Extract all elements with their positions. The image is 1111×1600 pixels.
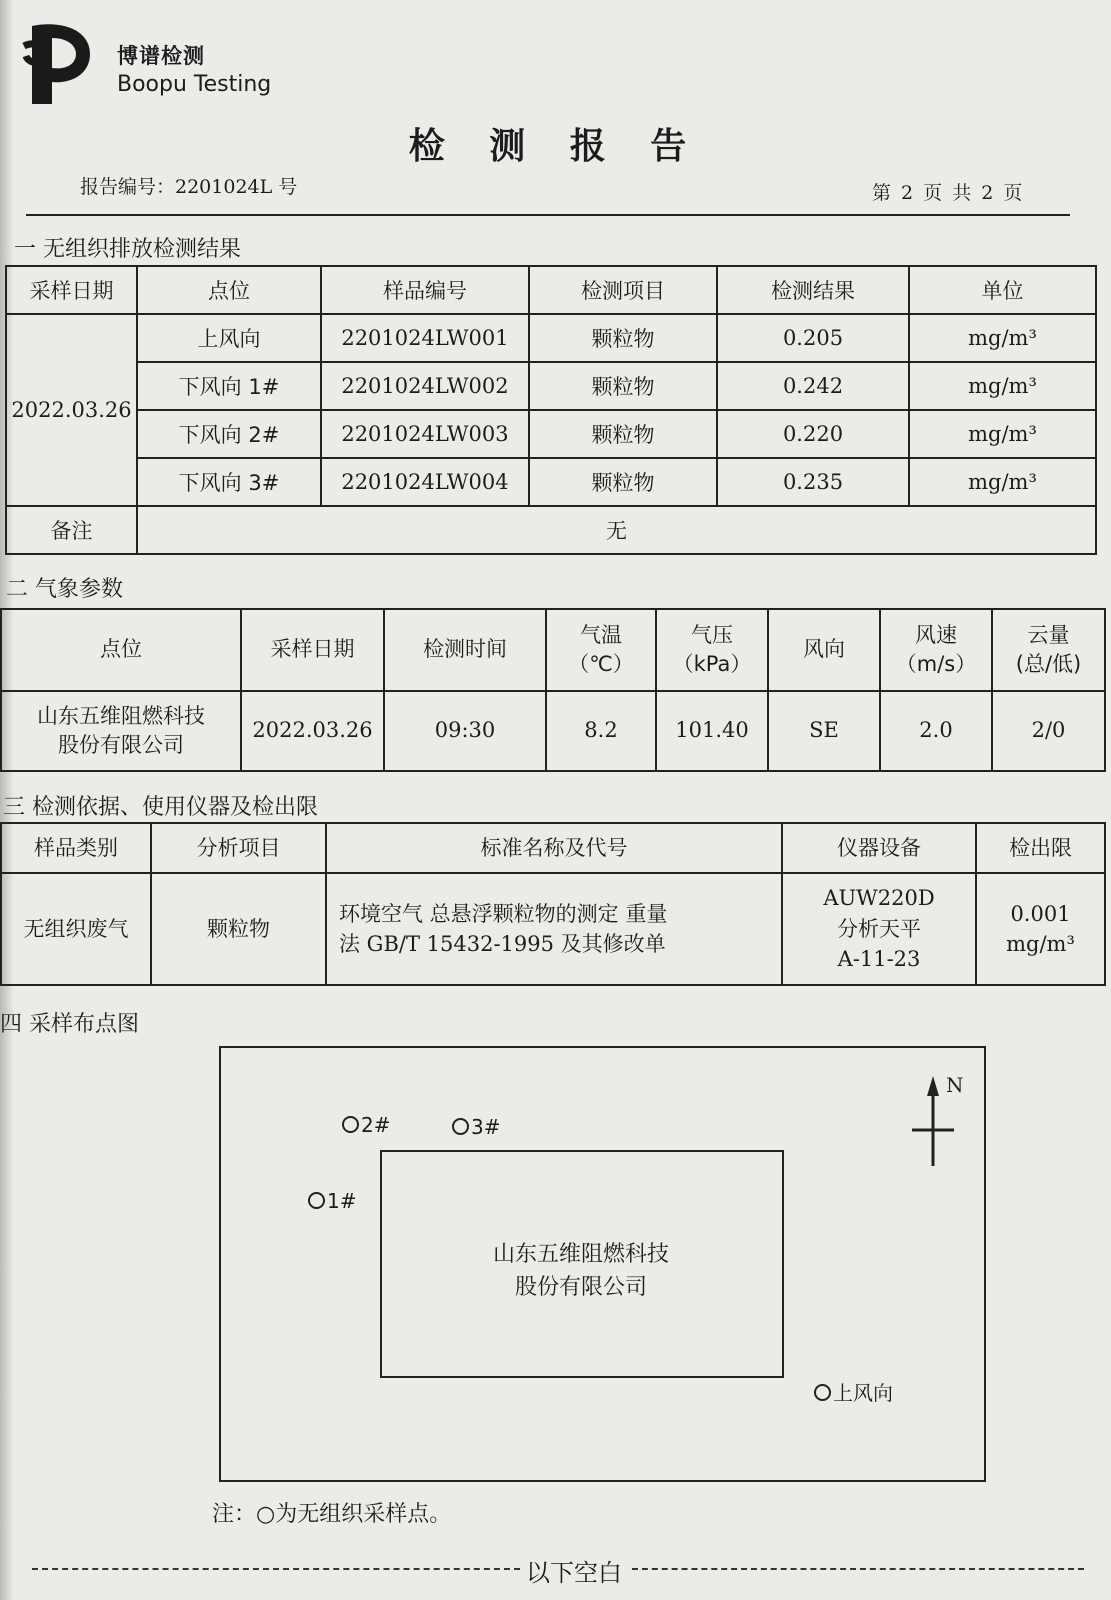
unit-cell: mg/m³ <box>909 362 1096 410</box>
sampling-point-1 <box>308 1189 356 1213</box>
standard-line1: 环境空气 总悬浮颗粒物的测定 重量 <box>339 901 668 926</box>
point-cell: 上风向 <box>137 314 321 362</box>
header-sampling-date: 采样日期 <box>6 266 137 314</box>
map-note: 注：○为无组织采样点。 <box>212 1502 452 1527</box>
table-row <box>1 873 1105 985</box>
point-cell: 下风向 2# <box>137 410 321 458</box>
logo-english-name: Boopu Testing <box>117 72 272 97</box>
table-row <box>6 314 1096 362</box>
header-detection-limit: 检出限 <box>976 823 1105 873</box>
result-cell: 0.242 <box>717 362 909 410</box>
header-standard: 标准名称及代号 <box>326 823 782 873</box>
header-wind-direction: 风向 <box>768 609 880 691</box>
cloud-cover-cell: 2/0 <box>992 691 1105 771</box>
unit-cell: mg/m³ <box>909 314 1096 362</box>
result-cell: 0.220 <box>717 410 909 458</box>
cloud-cover-label: 云量 <box>1027 622 1070 647</box>
sampling-date-cell: 2022.03.26 <box>6 314 137 506</box>
point-label: 3# <box>471 1115 501 1139</box>
point-cell: 下风向 1# <box>137 362 321 410</box>
table-row <box>6 410 1096 458</box>
header-sample-id: 样品编号 <box>321 266 529 314</box>
detection-limit-cell <box>976 873 1105 985</box>
temperature-label: 气温 <box>580 622 622 647</box>
header-instrument: 仪器设备 <box>782 823 976 873</box>
result-cell: 0.205 <box>717 314 909 362</box>
header-temperature <box>546 609 656 691</box>
wind-speed-unit: （m/s） <box>895 652 977 676</box>
header-divider <box>26 214 1070 216</box>
header-point: 点位 <box>1 609 241 691</box>
factory-name-line1: 山东五维阻燃科技 <box>492 1242 669 1267</box>
time-cell: 09:30 <box>384 691 546 771</box>
date-cell: 2022.03.26 <box>241 691 384 771</box>
remark-label: 备注 <box>6 506 137 554</box>
header-test-item: 检测项目 <box>529 266 717 314</box>
end-of-report-marker: 以下空白 <box>526 1559 622 1587</box>
section2-title: 二 气象参数 <box>6 577 123 602</box>
instrument-cell <box>782 873 976 985</box>
header-test-time: 检测时间 <box>384 609 546 691</box>
standard-cell <box>326 873 782 985</box>
item-cell: 颗粒物 <box>529 314 717 362</box>
header-sampling-date: 采样日期 <box>241 609 384 691</box>
wind-speed-cell: 2.0 <box>880 691 992 771</box>
boopu-logo-icon <box>22 18 94 108</box>
instrument-id: A-11-23 <box>837 947 921 972</box>
point-label: 上风向 <box>833 1381 893 1405</box>
wind-direction-cell: SE <box>768 691 880 771</box>
unit-cell: mg/m³ <box>909 410 1096 458</box>
temperature-unit: （℃） <box>568 652 634 676</box>
factory-name-line2: 股份有限公司 <box>514 1275 647 1300</box>
analysis-item-cell: 颗粒物 <box>151 873 326 985</box>
company-name-line2: 股份有限公司 <box>58 733 184 757</box>
wind-speed-label: 风速 <box>915 622 957 647</box>
item-cell: 颗粒物 <box>529 410 717 458</box>
emission-results-table <box>5 265 1097 555</box>
table-row <box>6 458 1096 506</box>
left-dashed-line <box>32 1568 520 1570</box>
item-cell: 颗粒物 <box>529 362 717 410</box>
standard-line2: 法 GB/T 15432-1995 及其修改单 <box>339 932 666 956</box>
factory-label <box>380 1238 782 1304</box>
circle-marker-icon <box>452 1118 469 1135</box>
unit-cell: mg/m³ <box>909 458 1096 506</box>
report-title: 检 测 报 告 <box>408 125 703 167</box>
north-arrow-icon <box>900 1070 964 1170</box>
point-cell <box>1 691 241 771</box>
temperature-cell: 8.2 <box>546 691 656 771</box>
pressure-cell: 101.40 <box>656 691 768 771</box>
right-dashed-line <box>632 1568 1084 1570</box>
circle-marker-icon <box>814 1384 831 1401</box>
header-wind-speed <box>880 609 992 691</box>
sample-id-cell: 2201024LW002 <box>321 362 529 410</box>
pressure-unit: （kPa） <box>672 652 752 676</box>
sample-category-cell: 无组织废气 <box>1 873 151 985</box>
header-pressure <box>656 609 768 691</box>
detection-limit-value: 0.001 <box>1010 901 1071 926</box>
circle-marker-icon <box>342 1116 359 1133</box>
instrument-name: 分析天平 <box>837 916 921 941</box>
table-row <box>1 691 1105 771</box>
report-number: 报告编号：2201024L 号 <box>80 176 298 198</box>
header-point: 点位 <box>137 266 321 314</box>
sampling-point-3 <box>452 1115 500 1139</box>
header-analysis-item: 分析项目 <box>151 823 326 873</box>
test-basis-table <box>0 822 1106 986</box>
cloud-cover-unit: (总/低) <box>1015 652 1082 676</box>
header-unit: 单位 <box>909 266 1096 314</box>
sample-id-cell: 2201024LW003 <box>321 410 529 458</box>
page-info: 第 2 页 共 2 页 <box>872 182 1025 204</box>
pressure-label: 气压 <box>691 622 733 647</box>
instrument-model: AUW220D <box>823 886 935 911</box>
weather-parameters-table <box>0 608 1106 772</box>
sample-id-cell: 2201024LW001 <box>321 314 529 362</box>
table-row <box>6 362 1096 410</box>
sampling-point-upwind <box>814 1377 893 1406</box>
remark-value: 无 <box>137 506 1096 554</box>
section4-title: 四 采样布点图 <box>0 1012 139 1037</box>
company-name-line1: 山东五维阻燃科技 <box>37 703 205 728</box>
section3-title: 三 检测依据、使用仪器及检出限 <box>3 795 318 820</box>
header-sample-category: 样品类别 <box>1 823 151 873</box>
circle-marker-icon <box>308 1192 325 1209</box>
detection-limit-unit: mg/m³ <box>1006 932 1075 956</box>
sample-id-cell: 2201024LW004 <box>321 458 529 506</box>
point-label: 2# <box>361 1113 391 1137</box>
result-cell: 0.235 <box>717 458 909 506</box>
point-label: 1# <box>327 1189 357 1213</box>
sampling-point-2 <box>342 1113 390 1137</box>
point-cell: 下风向 3# <box>137 458 321 506</box>
section1-title: 一 无组织排放检测结果 <box>14 237 241 262</box>
north-label: N <box>946 1073 964 1097</box>
item-cell: 颗粒物 <box>529 458 717 506</box>
header-result: 检测结果 <box>717 266 909 314</box>
header-cloud-cover <box>992 609 1105 691</box>
logo-chinese-name: 博谱检测 <box>117 44 205 68</box>
